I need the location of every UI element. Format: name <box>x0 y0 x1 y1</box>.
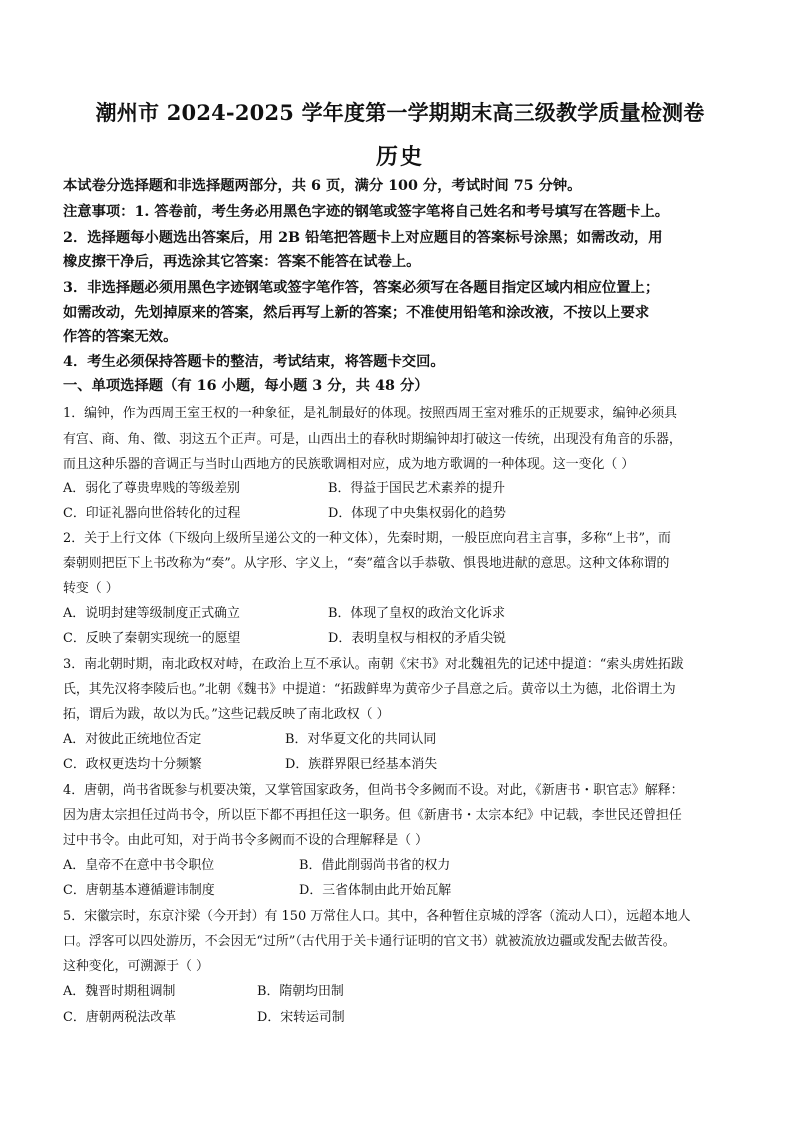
question-text: 转变（ ） <box>63 581 119 596</box>
question-text: 秦朝则把臣下上书改称为“奏”。从字形、字义上，“奏”蕴含以手恭敬、惧畏地进献的意思。这种文体称谓的 <box>63 556 670 571</box>
question-text: 4．唐朝，尚书省既参与机要决策，又掌管国家政务，但尚书令多阙而不设。对此，《新唐书・职官志》解释： <box>63 783 684 798</box>
exam-title: 潮州市 2024-2025 学年度第一学期期末高三级教学质量检测卷 <box>95 100 705 125</box>
notice-line: 作答的答案无效。 <box>63 329 178 345</box>
question-text: 拓，谓后为跋，故以为氏。”这些记载反映了南北政权（ ） <box>63 707 390 722</box>
answer-option: D．族群界限已经基本消失 <box>285 757 438 772</box>
question-text: 口。浮客可以四处游历，不会因无“过所”（古代用于关卡通行证明的官文书）就被流放边疆或发配去做苦役。 <box>63 934 676 949</box>
notice-line: 3．非选择题必须用黑色字迹钢笔或签字笔作答，答案必须写在各题目指定区域内相应位置上； <box>63 280 660 296</box>
question-text: 因为唐太宗担任过尚书令，所以臣下都不再担任这一职务。但《新唐书・太宗本纪》中记载，李世民还曾担任 <box>63 808 682 823</box>
question-text: 有宫、商、角、徵、羽这五个正声。可是，山西出土的春秋时期编钟却打破这一传统，出现没有角音的乐器， <box>63 432 682 447</box>
answer-option: C．反映了秦朝实现统一的愿望 <box>63 631 241 646</box>
exam-info-line: 本试卷分选择题和非选择题两部分，共 6 页，满分 100 分，考试时间 75 分钟。 <box>63 178 582 194</box>
answer-option: C．唐朝基本遵循避讳制度 <box>63 883 215 898</box>
answer-option: C．唐朝两税法改革 <box>63 1010 176 1025</box>
question-text: 1．编钟，作为西周王室王权的一种象征，是礼制最好的体现。按照西周王室对雅乐的正规要求，编钟必须具 <box>63 406 678 421</box>
answer-option: A．弱化了尊贵卑贱的等级差别 <box>63 481 240 496</box>
question-text: 过中书令。由此可知，对于尚书令多阙而不设的合理解释是（ ） <box>63 833 429 848</box>
answer-option: C．印证礼器向世俗转化的过程 <box>63 506 241 521</box>
question-text: 而且这种乐器的音调正与当时山西地方的民族歌调相对应，成为地方歌调的一种体现。这一变化（ ） <box>63 457 635 472</box>
answer-option: D．体现了中央集权弱化的趋势 <box>328 506 506 521</box>
answer-option: A．说明封建等级制度正式确立 <box>63 606 240 621</box>
answer-option: C．政权更迭均十分频繁 <box>63 757 202 772</box>
question-text: 这种变化，可溯源于（ ） <box>63 959 209 974</box>
answer-option: D．三省体制由此开始瓦解 <box>299 883 452 898</box>
answer-option: A．魏晋时期租调制 <box>63 984 176 999</box>
answer-option: B．借此削弱尚书省的权力 <box>299 858 451 873</box>
answer-option: B．隋朝均田制 <box>257 984 344 999</box>
section-heading: 一、单项选择题（有 16 小题，每小题 3 分，共 48 分） <box>63 378 429 394</box>
question-text: 2．关于上行文体（下级向上级所呈递公文的一种文体），先秦时期，一般臣庶向君主言事，多称“上书”，而 <box>63 531 671 546</box>
notice-line: 4．考生必须保持答题卡的整洁，考试结束，将答题卡交回。 <box>63 354 445 370</box>
question-text: 5．宋徽宗时，东京汴梁（今开封）有 150 万常住人口。其中，各种暂住京城的浮客（流动人口），远超本地人 <box>63 909 691 924</box>
question-text: 氏，其先汉将李陵后也。”北朝《魏书》中提道：“拓跋鲜卑为黄帝少子昌意之后。黄帝以土为德，北俗谓土为 <box>63 682 676 697</box>
answer-option: D．宋转运司制 <box>257 1010 345 1025</box>
question-text: 3．南北朝时期，南北政权对峙，在政治上互不承认。南朝《宋书》对北魏祖先的记述中提道：“索头虏姓拓跋 <box>63 657 684 672</box>
subject-title: 历史 <box>375 144 424 170</box>
notice-line: 如需改动，先划掉原来的答案，然后再写上新的答案；不准使用铅笔和涂改液，不按以上要求 <box>63 305 650 321</box>
answer-option: A．皇帝不在意中书令职位 <box>63 858 215 873</box>
notice-line: 注意事项：1. 答卷前，考生务必用黑色字迹的钢笔或签字笔将自己姓名和考号填写在答题卡上。 <box>63 204 670 220</box>
answer-option: D．表明皇权与相权的矛盾尖锐 <box>328 631 506 646</box>
notice-line: 2．选择题每小题选出答案后，用 2B 铅笔把答题卡上对应题目的答案标号涂黑；如需改动，用 <box>63 230 663 246</box>
notice-line: 橡皮擦干净后，再选涂其它答案：答案不能答在试卷上。 <box>63 254 421 270</box>
answer-option: B．得益于国民艺术素养的提升 <box>328 481 506 496</box>
answer-option: B．体现了皇权的政治文化诉求 <box>328 606 506 621</box>
answer-option: A．对彼此正统地位否定 <box>63 732 202 747</box>
answer-option: B．对华夏文化的共同认同 <box>285 732 437 747</box>
